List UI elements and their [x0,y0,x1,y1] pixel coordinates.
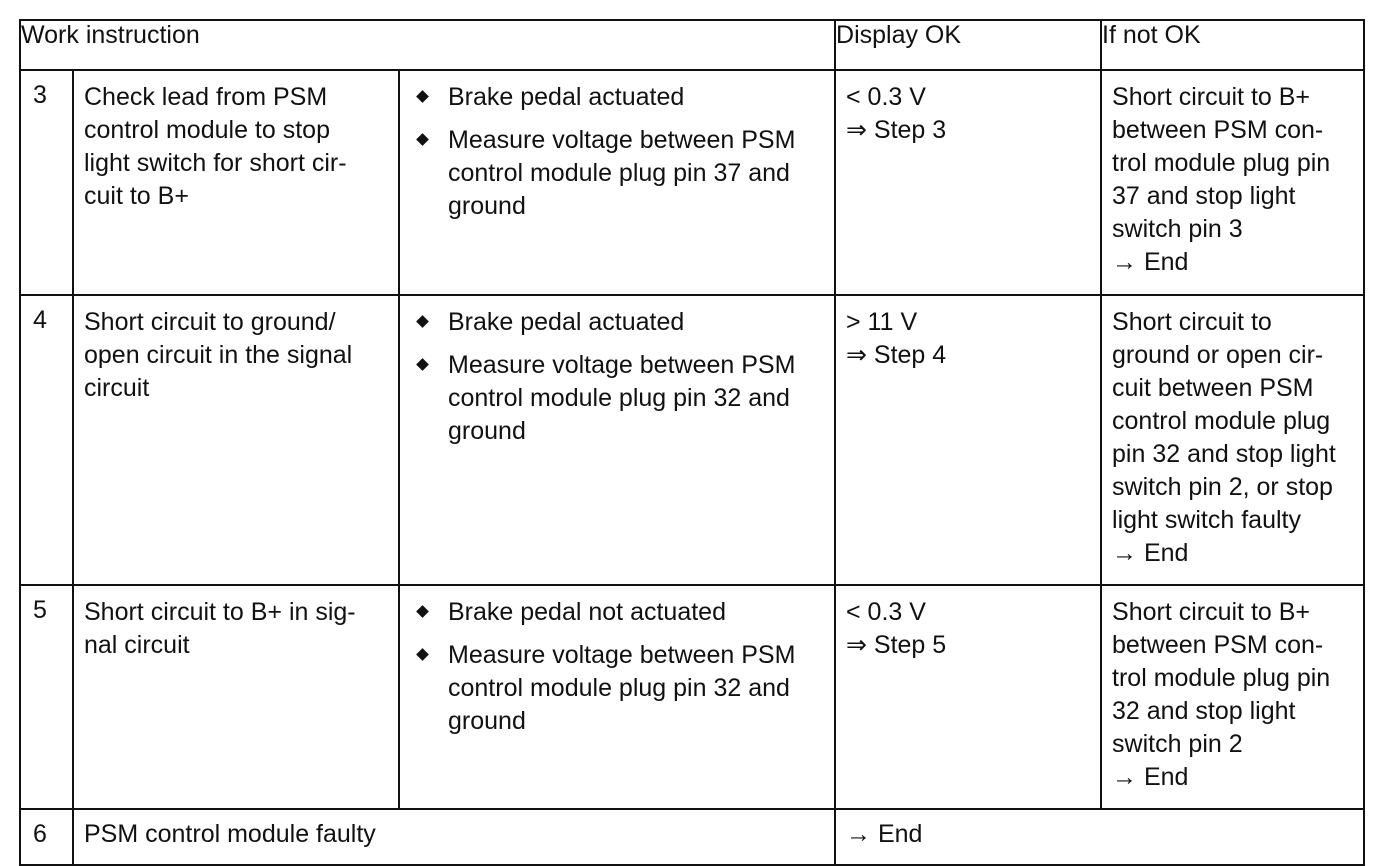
text-line: switch pin 2, or stop [1112,473,1333,501]
result-value: → End [835,809,1364,865]
task-description [73,585,399,809]
text-line: ground [448,192,526,220]
text-line: ⇒ Step 3 [846,116,947,144]
text-line: control module plug pin 32 and [448,674,790,702]
step-item [410,596,826,629]
task-description [73,295,399,585]
text-line: ⇒ Step 5 [846,631,947,659]
text-line: 37 and stop light [1112,182,1296,210]
if-not-ok-value [1101,585,1364,809]
text-line: trol module plug pin [1112,149,1331,177]
step-number: 5 [20,585,73,809]
text-line: cuit to B+ [84,182,189,210]
header-display-ok: Display OK [835,20,1101,70]
text-line: → End [1112,763,1189,791]
text-line: cuit between PSM [1112,374,1314,402]
text-line: nal circuit [84,631,190,659]
text-line: switch pin 2 [1112,730,1243,758]
procedure-steps [399,295,835,585]
text-line: Measure voltage between PSM [448,641,796,669]
text-line: Brake pedal actuated [448,83,685,111]
text-line: ground or open cir- [1112,341,1324,369]
text-line: ground [448,707,526,735]
step-item [410,639,826,738]
display-ok-value [835,295,1101,585]
text-line: Check lead from PSM [84,83,328,111]
procedure-steps [399,70,835,295]
step-number: 6 [20,809,73,865]
task-description [73,70,399,295]
procedure-steps [399,585,835,809]
work-instruction-table [19,19,1365,866]
text-line: control module to stop [84,116,330,144]
text-line: Measure voltage between PSM [448,126,796,154]
text-line: < 0.3 V [846,598,926,626]
diamond-bullet-icon [416,90,429,103]
diamond-bullet-icon [416,648,429,661]
text-line: between PSM con- [1112,116,1324,144]
text-line: → End [1112,539,1189,567]
display-ok-value [835,585,1101,809]
step-number: 4 [20,295,73,585]
text-line: switch pin 3 [1112,215,1243,243]
text-line: > 11 V [846,308,918,336]
text-line: control module plug pin 32 and [448,384,790,412]
step-number: 3 [20,70,73,295]
text-line: Short circuit to B+ [1112,598,1311,626]
text-line: ⇒ Step 4 [846,341,947,369]
table-row [20,295,1364,585]
table-header-row [20,20,1364,70]
step-item [410,124,826,223]
text-line: light switch for short cir- [84,149,347,177]
text-line: Short circuit to B+ in sig- [84,598,356,626]
diamond-bullet-icon [416,605,429,618]
text-line: open circuit in the signal [84,341,353,369]
text-line: Short circuit to [1112,308,1272,336]
header-if-not-ok: If not OK [1101,20,1364,70]
diamond-bullet-icon [416,315,429,328]
diamond-bullet-icon [416,358,429,371]
text-line: control module plug [1112,407,1331,435]
step-item [410,349,826,448]
header-work-instruction: Work instruction [20,20,835,70]
text-line: control module plug pin 37 and [448,159,790,187]
text-line: circuit [84,374,150,402]
table-row [20,585,1364,809]
text-line: light switch faulty [1112,506,1301,534]
display-ok-value [835,70,1101,295]
text-line: Brake pedal not actuated [448,598,726,626]
text-line: 32 and stop light [1112,697,1296,725]
text-line: < 0.3 V [846,83,926,111]
task-description: PSM control module faulty [73,809,835,865]
text-line: between PSM con- [1112,631,1324,659]
text-line: → End [1112,248,1189,276]
text-line: Measure voltage between PSM [448,351,796,379]
if-not-ok-value [1101,70,1364,295]
step-item [410,306,826,339]
step-item [410,81,826,114]
text-line: Short circuit to ground/ [84,308,336,336]
text-line: trol module plug pin [1112,664,1331,692]
text-line: pin 32 and stop light [1112,440,1336,468]
text-line: Brake pedal actuated [448,308,685,336]
table-row [20,809,1364,865]
text-line: ground [448,417,526,445]
text-line: Short circuit to B+ [1112,83,1311,111]
if-not-ok-value [1101,295,1364,585]
table-row [20,70,1364,295]
diamond-bullet-icon [416,133,429,146]
